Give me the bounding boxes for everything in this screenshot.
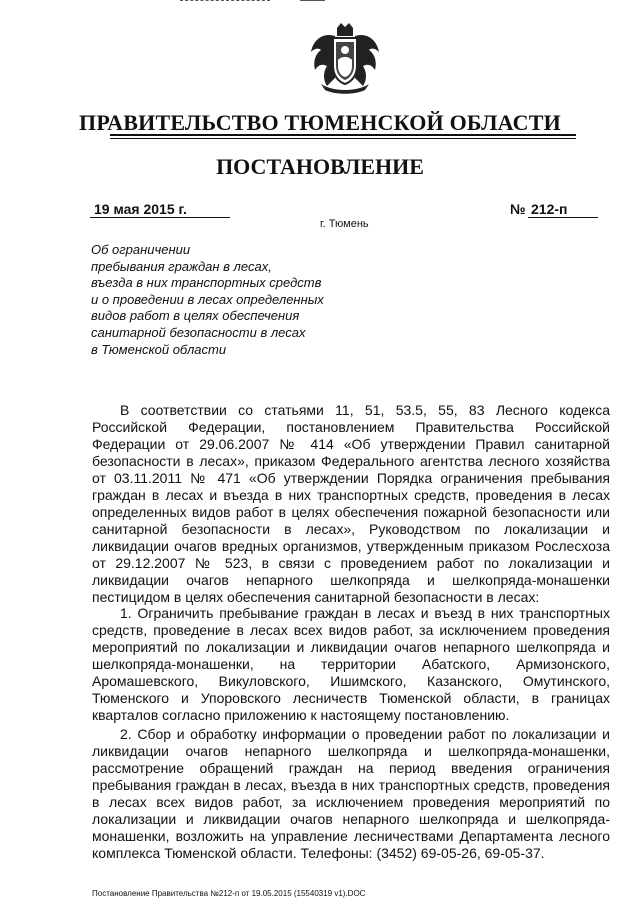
subject-line: Об ограничении (91, 242, 191, 257)
document-subject (91, 242, 391, 358)
number-underline (528, 217, 598, 218)
subject-line: санитарной безопасности в лесах (91, 324, 306, 340)
date-underline (90, 217, 230, 218)
subject-line: и о проведении в лесах определенных (91, 291, 324, 307)
subject-line: видов работ в целях обеспечения (91, 308, 300, 324)
item-2-paragraph: 2. Сбор и обработку информации о проведении работ по локализации и ликвидации очагов непарного шелкопряда и шелкопряда-монашенки, рассмотрение обращений граждан на период введения ограничения пребывания граждан в лесах, въезда в них транспортных средств, проведения в лесах всех видов работ, за исключением проведения мероприятий по локализации и ликвидации очагов непарного шелкопряда и шелкопряда-монашенки, возложить на управление лесничествами Департамента лесного комплекса Тюменской области. Телефоны: (3452) 69-05-26, 69-05-37. (92, 726, 610, 861)
subject-line: въезда в них транспортных средств (91, 275, 322, 291)
preamble-paragraph: В соответствии со статьями 11, 51, 53.5, 55, 83 Лесного кодекса Российской Федерации, постановлением Правительства Российской Федерации от 29.06.2007 № 414 «Об утверждении Правил санитарной безопасности в лесах», приказом Федерального агентства лесного хозяйства от 03.11.2011 № 471 «Об утверждении Порядка ограничения пребывания граждан в лесах и въезда в них транспортных средств, проведения в лесах определенных видов работ в целях обеспечения пожарной безопасности или санитарной безопасности в лесах», Руководством по локализации и ликвидации очагов вредных организмов, утвержденным приказом Рослесхоза от 29.12.2007 № 523, в связи с проведением работ по локализации и ликвидации очагов непарного шелкопряда и шелкопряда-монашенки пестицидом в целях обеспечения санитарной безопасности в лесах: (92, 402, 610, 605)
scan-mark (180, 0, 270, 3)
header-divider (110, 134, 576, 136)
footer-filename: Постановление Правительства №212-п от 19.05.2015 (15540319 v1).DOC (92, 889, 366, 898)
subject-line: в Тюменской области (91, 341, 227, 357)
header-divider (110, 138, 576, 139)
document-date: 19 мая 2015 г. (94, 201, 187, 217)
document-number-label: № (510, 201, 526, 217)
government-title: ПРАВИТЕЛЬСТВО ТЮМЕНСКОЙ ОБЛАСТИ (79, 110, 561, 135)
coat-of-arms-icon (307, 22, 383, 96)
item-1-paragraph: 1. Ограничить пребывание граждан в лесах и въезд в них транспортных средств, проведение в лесах всех видов работ, за исключением проведения мероприятий по локализации и ликвидации очагов непарного шелкопряда и шелкопряда-монашенки, на территории Абатского, Армизонского, Аромашевского, Викуловского, Ишимского, Казанского, Омутинского, Тюменского и Упоровского лесничеств Тюменской области, в границах кварталов согласно приложению к настоящему постановлению. (92, 605, 610, 723)
subject-line: пребывания граждан в лесах, (91, 258, 272, 274)
document-type: ПОСТАНОВЛЕНИЕ (216, 154, 424, 179)
scan-mark (300, 0, 325, 3)
document-city: г. Тюмень (320, 218, 369, 230)
document-number: 212-п (531, 201, 568, 217)
